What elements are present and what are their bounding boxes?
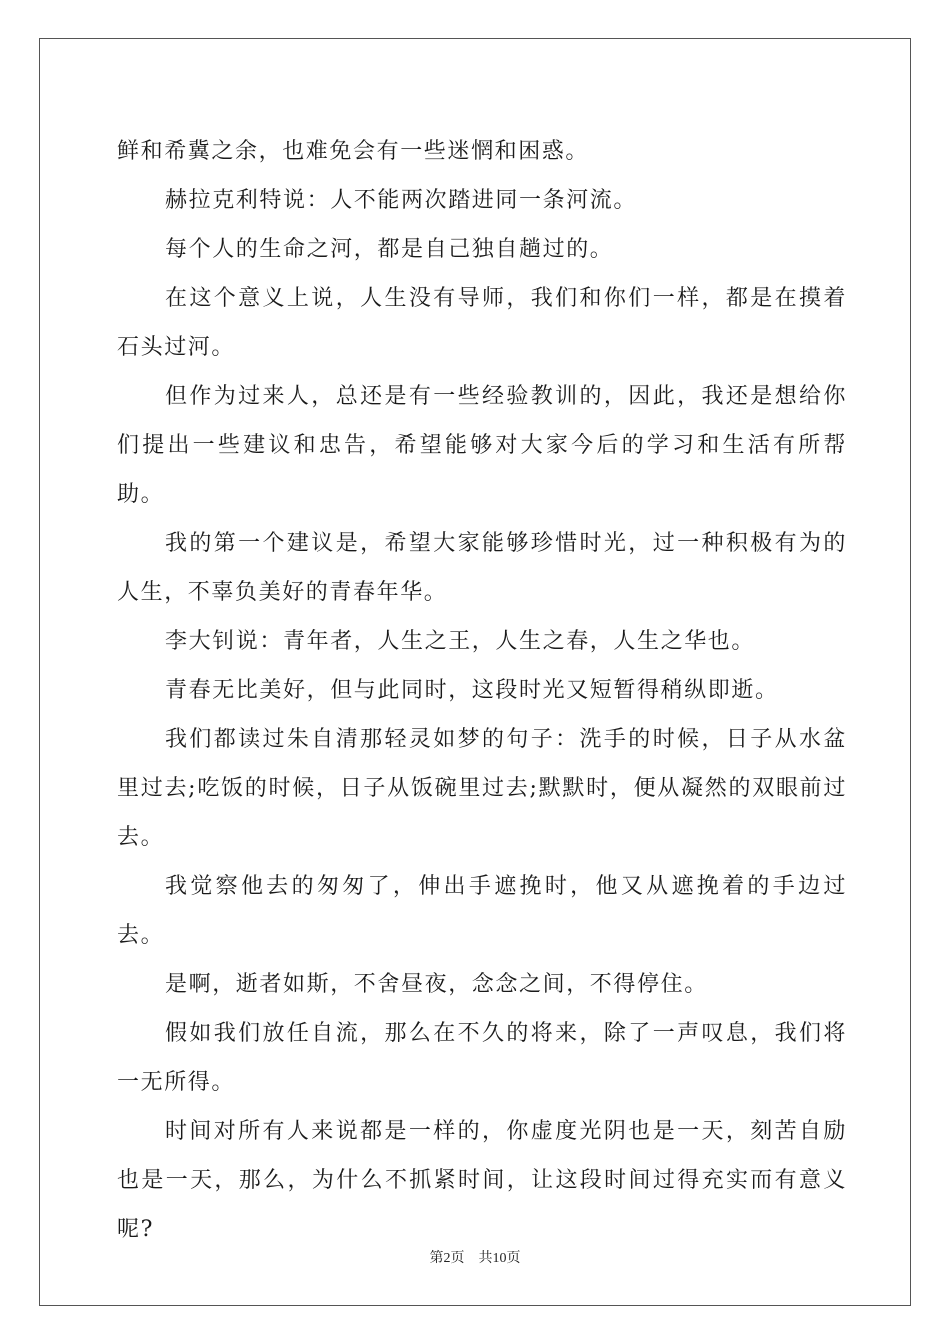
paragraph: 我的第一个建议是，希望大家能够珍惜时光，过一种积极有为的人生，不辜负美好的青春年华。 xyxy=(117,531,847,605)
paragraph: 李大钊说：青年者，人生之王，人生之春，人生之华也。 xyxy=(165,629,756,654)
page-number-current: 第2页 xyxy=(429,1251,465,1266)
paragraph: 时间对所有人来说都是一样的，你虚度光阴也是一天，刻苦自励也是一天，那么，为什么不抓紧时间，让这段时间过得充实而有意义呢? xyxy=(117,1119,847,1242)
paragraph: 鲜和希冀之余，也难免会有一些迷惘和困惑。 xyxy=(117,139,590,164)
paragraph: 但作为过来人，总还是有一些经验教训的，因此，我还是想给你们提出一些建议和忠告，希望能够对大家今后的学习和生活有所帮助。 xyxy=(117,384,847,507)
paragraph: 每个人的生命之河，都是自己独自趟过的。 xyxy=(165,237,614,262)
page-footer xyxy=(0,1247,950,1267)
paragraph: 假如我们放任自流，那么在不久的将来，除了一声叹息，我们将一无所得。 xyxy=(117,1021,847,1095)
paragraph: 我们都读过朱自清那轻灵如梦的句子：洗手的时候，日子从水盆里过去;吃饭的时候，日子从饭碗里过去;默默时，便从凝然的双眼前过去。 xyxy=(117,727,847,850)
paragraph: 青春无比美好，但与此同时，这段时光又短暂得稍纵即逝。 xyxy=(165,678,779,703)
paragraph: 赫拉克利特说：人不能两次踏进同一条河流。 xyxy=(165,188,638,213)
page-number-total: 共10页 xyxy=(478,1251,521,1266)
paragraph: 在这个意义上说，人生没有导师，我们和你们一样，都是在摸着石头过河。 xyxy=(117,286,847,360)
paragraph: 是啊，逝者如斯，不舍昼夜，念念之间，不得停住。 xyxy=(165,972,708,997)
paragraph: 我觉察他去的匆匆了，伸出手遮挽时，他又从遮挽着的手边过去。 xyxy=(117,874,847,948)
document-body xyxy=(117,127,847,1254)
